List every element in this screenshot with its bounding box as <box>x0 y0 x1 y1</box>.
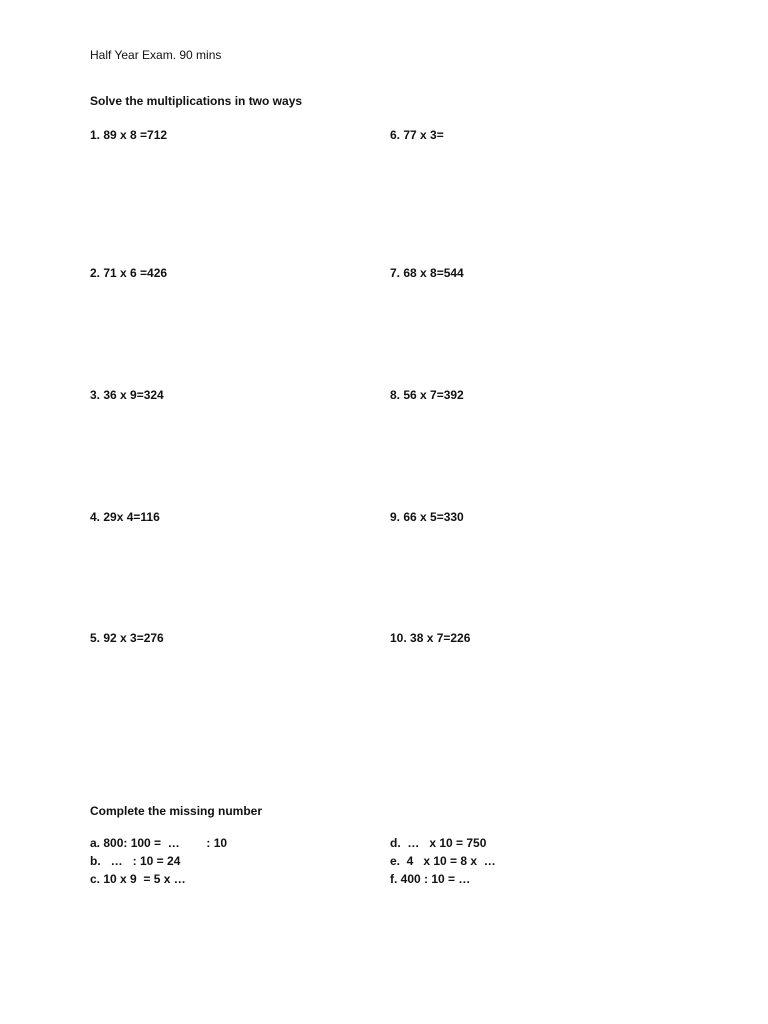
problem-5: 5. 92 x 3=276 <box>90 631 164 645</box>
problem-1: 1. 89 x 8 =712 <box>90 128 168 142</box>
missing-item-d: d. … x 10 = 750 <box>390 836 487 850</box>
missing-item-c: c. 10 x 9 = 5 x … <box>90 872 186 886</box>
missing-item-f: f. 400 : 10 = … <box>390 872 471 886</box>
problem-3: 3. 36 x 9=324 <box>90 388 164 402</box>
problem-8: 8. 56 x 7=392 <box>390 388 464 402</box>
section-heading-multiplications: Solve the multiplications in two ways <box>90 94 303 108</box>
section-heading-missing-number: Complete the missing number <box>90 804 263 818</box>
problem-7: 7. 68 x 8=544 <box>390 266 464 280</box>
problem-4: 4. 29x 4=116 <box>90 510 160 524</box>
exam-title: Half Year Exam. 90 mins <box>90 48 222 62</box>
problem-2: 2. 71 x 6 =426 <box>90 266 168 280</box>
problem-9: 9. 66 x 5=330 <box>390 510 464 524</box>
problem-10: 10. 38 x 7=226 <box>390 631 471 645</box>
problem-6: 6. 77 x 3= <box>390 128 444 142</box>
missing-item-e: e. 4 x 10 = 8 x … <box>390 854 496 868</box>
missing-item-a: a. 800: 100 = … : 10 <box>90 836 228 850</box>
missing-item-b: b. … : 10 = 24 <box>90 854 181 868</box>
